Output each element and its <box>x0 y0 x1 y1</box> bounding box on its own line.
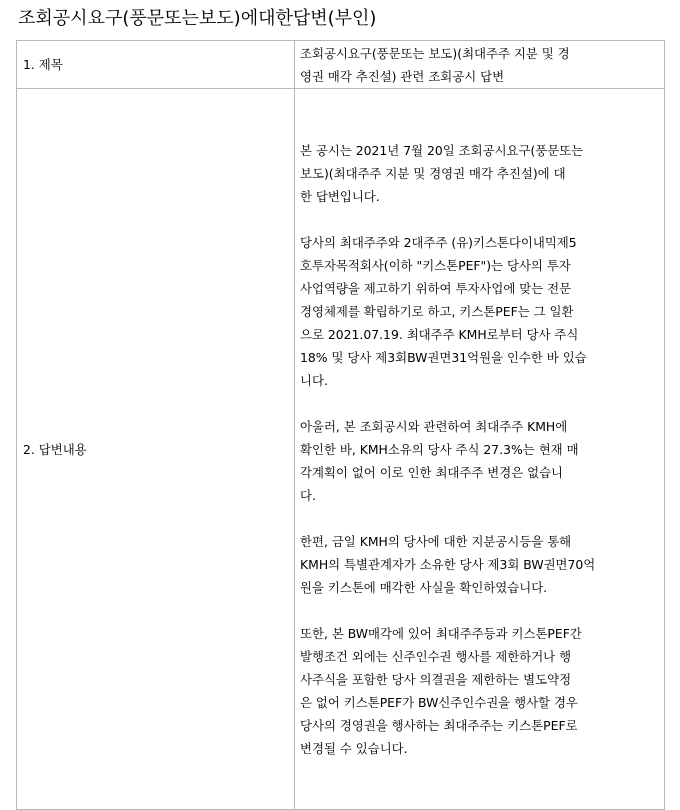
answer-content <box>295 89 665 810</box>
answer-line: 니다. <box>300 372 328 388</box>
row-label-answer: 2. 답변내용 <box>17 89 295 810</box>
row-label-subject: 1. 제목 <box>17 41 295 89</box>
answer-line: 호투자목적회사(이하 "키스톤PEF")는 당사의 투자 <box>300 257 571 273</box>
answer-line: KMH의 특별관계자가 소유한 당사 제3회 BW권면70억 <box>300 556 596 572</box>
answer-paragraph <box>300 622 660 760</box>
answer-line: 발행조건 외에는 신주인수권 행사를 제한하거나 행 <box>300 648 572 664</box>
answer-paragraph <box>300 231 660 392</box>
answer-line: 각계획이 없어 이로 인한 최대주주 변경은 없습니 <box>300 464 564 480</box>
answer-paragraph <box>300 530 660 599</box>
document-title: 조회공시요구(풍문또는보도)에대한답변(부인) <box>18 8 377 29</box>
answer-line: 보도)(최대주주 지분 및 경영권 매각 추진설)에 대 <box>300 165 566 181</box>
answer-line: 은 없어 키스톤PEF가 BW신주인수권을 행사할 경우 <box>300 694 578 710</box>
answer-line: 으로 2021.07.19. 최대주주 KMH로부터 당사 주식 <box>300 326 579 342</box>
answer-line: 또한, 본 BW매각에 있어 최대주주등과 키스톤PEF간 <box>300 625 582 641</box>
table-row-subject <box>17 41 665 89</box>
answer-line: 원을 키스톤에 매각한 사실을 확인하였습니다. <box>300 579 548 595</box>
answer-line: 한편, 금일 KMH의 당사에 대한 지분공시등을 통해 <box>300 533 572 549</box>
answer-line: 당사의 경영권을 행사하는 최대주주는 키스톤PEF로 <box>300 717 578 733</box>
answer-line: 18% 및 당사 제3회BW권면31억원을 인수한 바 있습 <box>300 349 587 365</box>
subject-line: 조회공시요구(풍문또는 보도)(최대주주 지분 및 경 <box>300 46 570 61</box>
subject-value <box>295 41 665 89</box>
table-row-answer <box>17 89 665 810</box>
answer-line: 경영체제를 확립하기로 하고, 키스톤PEF는 그 일환 <box>300 303 574 319</box>
answer-line: 다. <box>300 487 316 503</box>
subject-line: 영권 매각 추진설) 관련 조회공시 답변 <box>300 69 505 84</box>
answer-paragraph <box>300 139 660 208</box>
disclosure-table <box>16 40 665 810</box>
answer-line: 사주식을 포함한 당사 의결권을 제한하는 별도약정 <box>300 671 572 687</box>
answer-line: 본 공시는 2021년 7월 20일 조회공시요구(풍문또는 <box>300 142 584 158</box>
answer-line: 변경될 수 있습니다. <box>300 740 408 756</box>
answer-line: 확인한 바, KMH소유의 당사 주식 27.3%는 현재 매 <box>300 441 579 457</box>
answer-line: 당사의 최대주주와 2대주주 (유)키스톤다이내믹제5 <box>300 234 577 250</box>
answer-line: 한 답변입니다. <box>300 188 380 204</box>
answer-paragraph <box>300 415 660 507</box>
answer-line: 아울러, 본 조회공시와 관련하여 최대주주 KMH에 <box>300 418 568 434</box>
answer-line: 사업역량을 제고하기 위하여 투자사업에 맞는 전문 <box>300 280 572 296</box>
